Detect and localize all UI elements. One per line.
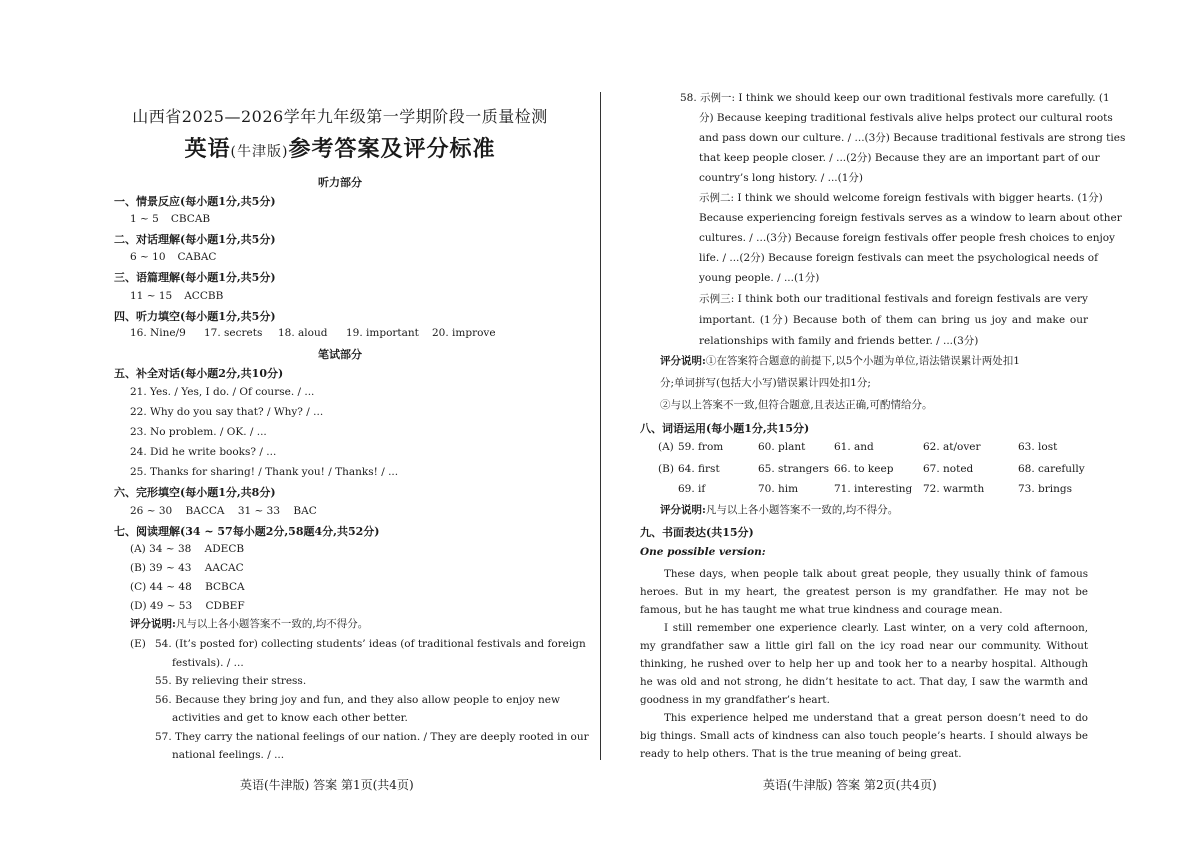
answer-58-line: cultures. / ...(3分) Because foreign festivals offer people fresh choices to enjoy <box>699 232 1115 244</box>
answer-58-line: relationships with family and friends better. / ...(3分) <box>699 335 979 347</box>
title-heading: 参考答案及评分标准 <box>288 136 496 162</box>
paragraph-text: These days, when people talk about great people, they usually think of famous heroes. But in my heart, the greatest person is my grandfather. He may not be famous, but he has taught me what true kindness and courage mean. <box>640 568 1088 616</box>
paragraph-text: I still remember one experience clearly. Last winter, on a very cold afternoon, my grandfather saw a little girl fall on the icy road near our community. Without thinking, he rushed over to help her up and took her to a nearby hospital. Although he was old and not strong, he didn’t hesitate to act. That day, I saw the warmth and goodness in my grandfather’s heart. <box>640 622 1088 706</box>
answer-item: 70. him <box>758 483 799 495</box>
section-4-title: 四、听力填空(每小题1分,共5分) <box>114 310 276 323</box>
answer-item: 21. Yes. / Yes, I do. / Of course. / ... <box>130 386 315 398</box>
answer-item: 19. important <box>346 327 419 339</box>
answer-range: 1 ~ 5 <box>130 213 159 225</box>
title-edition: (牛津版) <box>230 144 289 160</box>
q58-scoring-note-2: ②与以上答案不一致,但符合题意,且表达正确,可酌情给分。 <box>660 399 933 411</box>
answer-item: 63. lost <box>1018 441 1058 453</box>
page-footer-left: 英语(牛津版) 答案 第1页(共4页) <box>240 778 414 792</box>
note-text: 凡与以上各小题答案不一致的,均不得分。 <box>705 504 899 516</box>
answer-58-line: country’s long history. / ...(1分) <box>699 172 864 184</box>
answer-item: 16. Nine/9 <box>130 327 186 339</box>
note-text: 凡与以上各小题答案不一致的,均不得分。 <box>175 618 369 630</box>
essay-paragraph-3 <box>640 709 1088 763</box>
section-8-title: 八、词语运用(每小题1分,共15分) <box>640 422 810 435</box>
section-9-title: 九、书面表达(共15分) <box>640 526 754 539</box>
answer-57-line1: 57. They carry the national feelings of our nation. / They are deeply rooted in our <box>155 731 589 743</box>
answer-item: 17. secrets <box>204 327 263 339</box>
answer-item: 65. strangers <box>758 463 830 475</box>
answer-key: CBCAB <box>170 213 211 225</box>
answer-item: 64. first <box>678 463 720 475</box>
right-column <box>640 0 1126 849</box>
row-label: (B) <box>658 463 674 475</box>
vocab-scoring-note <box>660 503 898 517</box>
answer-range: 6 ~ 10 <box>130 251 166 263</box>
section-2-answer <box>130 250 216 264</box>
row-label: (A) <box>658 441 674 453</box>
answer-58-line: Because experiencing foreign festivals serves as a window to learn about other <box>699 212 1122 224</box>
section-3-answer <box>130 289 223 303</box>
note-label: 评分说明: <box>130 618 176 630</box>
answer-58-line: 分) Because keeping traditional festivals alive helps protect our cultural roots <box>699 112 1113 124</box>
answer-item: 66. to keep <box>834 463 894 475</box>
essay-subtitle: One possible version: <box>640 546 766 558</box>
paragraph-text: This experience helped me understand that a great person doesn’t need to do big things. Small acts of kindness can also touch people’s hearts. I should always be ready to help others. That is the true meaning of being great. <box>640 712 1088 760</box>
section-2-title: 二、对话理解(每小题1分,共5分) <box>114 233 276 246</box>
section-1-answer <box>130 212 210 226</box>
page-footer-right: 英语(牛津版) 答案 第2页(共4页) <box>763 778 937 792</box>
answer-item: (C) 44 ~ 48 BCBCA <box>130 581 245 593</box>
answer-57-line2: national feelings. / ... <box>172 749 285 761</box>
answer-item: (D) 49 ~ 53 CDBEF <box>130 600 245 612</box>
essay-paragraph-1 <box>640 565 1088 619</box>
answer-item: 25. Thanks for sharing! / Thank you! / Thanks! / ... <box>130 466 399 478</box>
answer-item: 22. Why do you say that? / Why? / ... <box>130 406 324 418</box>
answer-item: 23. No problem. / OK. / ... <box>130 426 267 438</box>
answer-item: 62. at/over <box>923 441 981 453</box>
q58-scoring-note-cont: 分;单词拼写(包括大小写)错误累计四处扣1分; <box>660 377 871 389</box>
answer-58-line: important. (1分) Because both of them can bring us joy and make our <box>699 314 1088 326</box>
section-1-title: 一、情景反应(每小题1分,共5分) <box>114 195 276 208</box>
answer-item: 67. noted <box>923 463 974 475</box>
answer-58-line: life. / ...(2分) Because foreign festivals can meet the psychological needs of <box>699 252 1098 264</box>
answer-58-line: young people. / ...(1分) <box>699 272 820 284</box>
answer-item: 20. improve <box>432 327 496 339</box>
answer-58-line: and pass down our culture. / ...(3分) Because traditional festivals are strong ties <box>699 132 1126 144</box>
answer-56-line1: 56. Because they bring joy and fun, and they also allow people to enjoy new <box>155 694 560 706</box>
section-6-title: 六、完形填空(每小题1分,共8分) <box>114 486 276 499</box>
answer-56-line2: activities and get to know each other better. <box>172 712 408 724</box>
answer-item: 59. from <box>678 441 724 453</box>
left-column <box>114 0 589 849</box>
answer-item: 72. warmth <box>923 483 985 495</box>
answer-58-line: 58. 示例一: I think we should keep our own traditional festivals more carefully. (1 <box>680 92 1110 104</box>
answer-item: 69. if <box>678 483 706 495</box>
section-7-title: 七、阅读理解(34 ~ 57每小题2分,58题4分,共52分) <box>114 525 380 538</box>
answer-item: 61. and <box>834 441 874 453</box>
q58-scoring-note <box>660 354 1088 368</box>
answer-item: (A) 34 ~ 38 ADECB <box>130 543 245 555</box>
answer-item: 24. Did he write books? / ... <box>130 446 277 458</box>
scoring-note <box>130 617 368 631</box>
exam-title: 山西省2025—2026学年九年级第一学期阶段一质量检测 <box>132 107 548 126</box>
answer-key: CABAC <box>177 251 217 263</box>
answer-range: 11 ~ 15 <box>130 290 173 302</box>
column-divider <box>600 92 601 760</box>
note-label: 评分说明: <box>660 355 706 367</box>
answer-item: 60. plant <box>758 441 806 453</box>
writing-part-label: 笔试部分 <box>318 348 362 361</box>
listening-part-label: 听力部分 <box>318 176 362 189</box>
title-subject: 英语 <box>184 136 231 162</box>
answer-item: 68. carefully <box>1018 463 1085 475</box>
answer-58-line: 示例二: I think we should welcome foreign festivals with bigger hearts. (1分) <box>699 192 1103 204</box>
passage-e-label: (E) <box>130 638 146 650</box>
answer-item: 71. interesting <box>834 483 913 495</box>
essay-paragraph-2 <box>640 619 1088 709</box>
note-text: ①在答案符合题意的前提下,以5个小题为单位,语法错误累计两处扣1 <box>705 355 1020 367</box>
answer-58-line: 示例三: I think both our traditional festivals and foreign festivals are very <box>699 293 1088 305</box>
section-6-answer: 26 ~ 30 BACCA 31 ~ 33 BAC <box>130 505 317 517</box>
answer-54-line2: festivals). / ... <box>172 657 244 669</box>
answer-key: ACCBB <box>184 290 224 302</box>
answer-58-line: that keep people closer. / ...(2分) Because they are an important part of our <box>699 152 1100 164</box>
answer-item: 18. aloud <box>278 327 328 339</box>
section-5-title: 五、补全对话(每小题2分,共10分) <box>114 367 284 380</box>
document-title <box>114 132 566 163</box>
note-label: 评分说明: <box>660 504 706 516</box>
answer-item: 73. brings <box>1018 483 1073 495</box>
answer-54-line1: 54. (It’s posted for) collecting students’ ideas (of traditional festivals and foreign <box>155 638 586 650</box>
answer-item: (B) 39 ~ 43 AACAC <box>130 562 244 574</box>
answer-55: 55. By relieving their stress. <box>155 675 307 687</box>
section-3-title: 三、语篇理解(每小题1分,共5分) <box>114 271 276 284</box>
